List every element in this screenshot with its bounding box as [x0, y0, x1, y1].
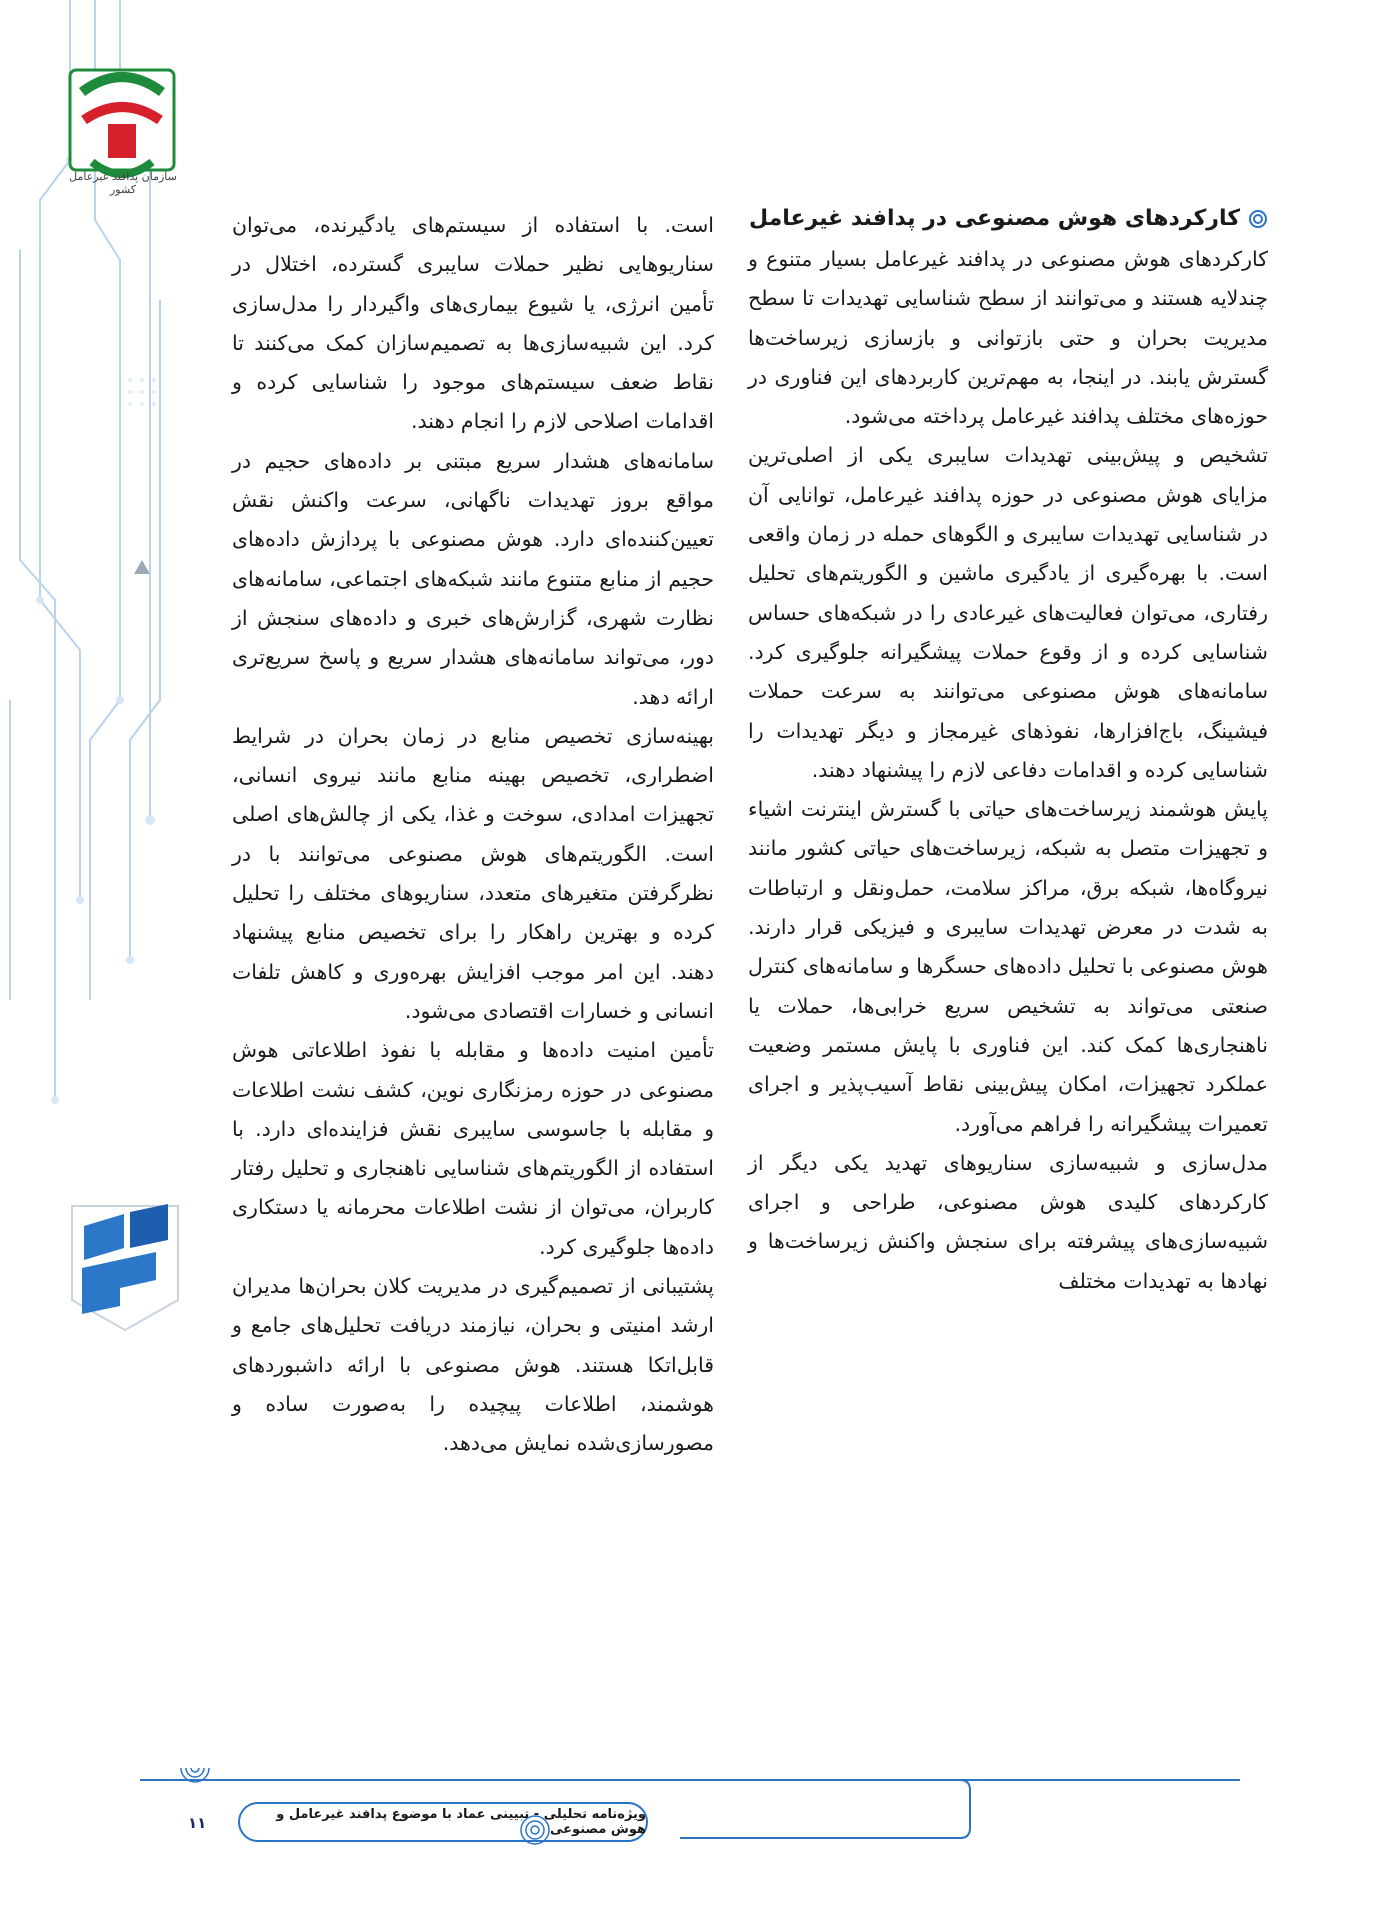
paragraph: سامانه‌های هشدار سریع مبتنی بر داده‌های حجیم در مواقع بروز تهدیدات ناگهانی، سرعت واکنش نقش تعیین‌کننده‌ای دارد. هوش مصنوعی با پردازش داده‌های حجیم از منابع متنوع مانند شبکه‌های اجتماعی، سامانه‌های نظارت شهری، گزارش‌های خبری و داده‌های سنجش از دور، می‌تواند سامانه‌های هشدار سریع و پاسخ سریع‌تری ارائه دهد. [232, 448, 714, 709]
page-number: ۱۱ [188, 1814, 207, 1832]
emad-logo [64, 1196, 186, 1336]
paragraph: بهینه‌سازی تخصیص منابع در زمان بحران در شرایط اضطراری، تخصیص بهینه منابع مانند نیروی انسانی، تجهیزات امدادی، سوخت و غذا، یکی از چالش‌های اصلی است. الگوریتم‌های هوش مصنوعی می‌توانند با در نظرگرفتن متغیرهای متعدد، سناریوهای مختلف را تحلیل کرده و بهترین راهکار را برای تخصیص منابع پیشنهاد دهند. این امر موجب افزایش بهره‌وری و کاهش تلفات انسانی و خسارات اقتصادی می‌شود. [232, 723, 714, 1023]
paragraph: کارکردهای هوش مصنوعی در پدافند غیرعامل بسیار متنوع و چندلایه هستند و می‌توانند از سطح شناسایی تهدیدات تا سطح مدیریت بحران و حتی بازتوانی و بازسازی زیرساخت‌ها گسترش یابند. در اینجا، به مهم‌ترین کاربردهای این فناوری در حوزه‌های مختلف پدافند غیرعامل پرداخته می‌شود. [748, 247, 1268, 429]
paragraph: پشتیبانی از تصمیم‌گیری در مدیریت کلان بحران‌ها مدیران ارشد امنیتی و بحران، نیازمند دریافت تحلیل‌های جامع و قابل‌اتکا هستند. هوش مصنوعی با ارائه داشبوردهای هوشمند، اطلاعات پیچیده را به‌صورت ساده و مصورسازی‌شده نمایش می‌دهد. [232, 1274, 714, 1456]
paragraph: است. با استفاده از سیستم‌های یادگیرنده، می‌توان سناریوهایی نظیر حملات سایبری گسترده، اختلال در تأمین انرژی، یا شیوع بیماری‌های واگیردار را مدل‌سازی کرد. این شبیه‌سازی‌ها به تصمیم‌سازان کمک می‌کنند تا نقاط ضعف سیستم‌های موجود را شناسایی کرده و اقدامات اصلاحی لازم را انجام دهند. [232, 213, 714, 434]
logo-caption: سازمان پدافند غیرعامل کشور [69, 170, 177, 196]
paragraph: پایش هوشمند زیرساخت‌های حیاتی با گسترش اینترنت اشیاء و تجهیزات متصل به شبکه، زیرساخت‌های حیاتی کشور مانند نیروگاه‌ها، شبکه برق، مراکز سلامت، حمل‌ونقل و ارتباطات به شدت در معرض تهدیدات سایبری و فیزیکی قرار دارند. هوش مصنوعی با تحلیل داده‌های حسگرها و سامانه‌های کنترل صنعتی می‌تواند به تشخیص سریع خرابی‌ها، حملات یا ناهنجاری‌ها کمک کند. این فناوری با پایش مستمر وضعیت عملکرد تجهیزات، امکان پیش‌بینی نقاط آسیب‌پذیر و اجرای تعمیرات پیشگیرانه را فراهم می‌آورد. [748, 797, 1268, 1136]
section-title: کارکردهای هوش مصنوعی در پدافند غیرعامل [748, 206, 1240, 231]
right-text-column [748, 200, 1268, 1301]
publication-title: ویژه‌نامه تحلیلی - تبیینی عماد با موضوع پدافند غیرعامل و هوش مصنوعی [238, 1802, 648, 1842]
section-heading [748, 200, 1268, 238]
spiral-icon [1248, 209, 1268, 229]
circuit-decoration [0, 0, 200, 1400]
paragraph: مدل‌سازی و شبیه‌سازی سناریوهای تهدید یکی دیگر از کارکردهای کلیدی هوش مصنوعی، طراحی و اجرای شبیه‌سازی‌های پیشرفته برای سنجش واکنش زیرساخت‌ها و نهادها به تهدیدات مختلف [748, 1150, 1268, 1293]
paragraph: تأمین امنیت داده‌ها و مقابله با نفوذ اطلاعاتی هوش مصنوعی در حوزه رمزنگاری نوین، کشف نشت اطلاعات و مقابله با جاسوسی سایبری نقش فزاینده‌ای دارد. با استفاده از الگوریتم‌های شناسایی ناهنجاری و تحلیل رفتار کاربران، می‌توان از نشت اطلاعات محرمانه یا دستکاری داده‌ها جلوگیری کرد. [232, 1038, 714, 1259]
paragraph: تشخیص و پیش‌بینی تهدیدات سایبری یکی از اصلی‌ترین مزایای هوش مصنوعی در حوزه پدافند غیرعامل، توانایی آن در شناسایی تهدیدات سایبری و الگوهای حمله در زمان واقعی است. با بهره‌گیری از یادگیری ماشین و الگوریتم‌های تحلیل رفتاری، می‌توان فعالیت‌های غیرعادی را در شبکه‌های حساس شناسایی کرده و از وقوع حملات پیشگیرانه جلوگیری کرد. سامانه‌های هوش مصنوعی می‌توانند به سرعت حملات فیشینگ، باج‌افزارها، نفوذهای غیرمجاز و دیگر تهدیدات را شناسایی کرده و اقدامات دفاعی لازم را پیشنهاد دهند. [748, 443, 1268, 782]
left-text-column [232, 206, 714, 1464]
